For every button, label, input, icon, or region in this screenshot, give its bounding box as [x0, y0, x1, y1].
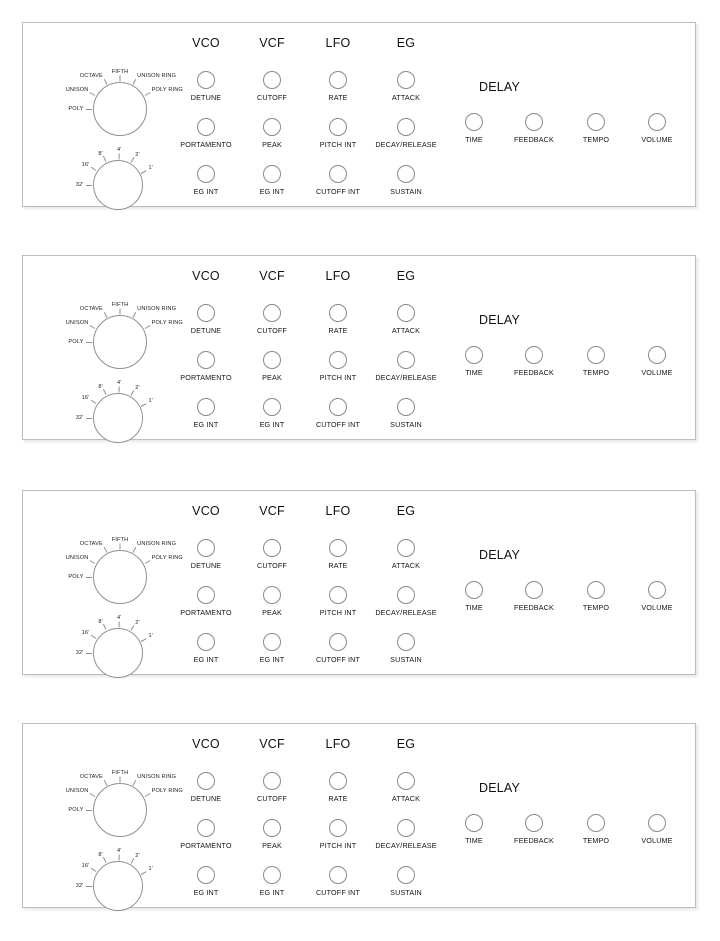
knob-tempo[interactable]	[587, 346, 605, 364]
knob-label: CUTOFF INT	[315, 187, 361, 196]
knob-label: DECAY/RELEASE	[375, 140, 437, 149]
knob-eg-int[interactable]	[263, 165, 281, 183]
voice-mode-selector[interactable]	[65, 302, 215, 372]
knob-label: DETUNE	[190, 93, 222, 102]
octave-footage-selector-label: 4'	[116, 615, 122, 622]
knob-time[interactable]	[465, 581, 483, 599]
knob-pitch-int[interactable]	[329, 118, 347, 136]
synth-panel	[22, 723, 696, 908]
knob-label: TEMPO	[582, 368, 610, 377]
knob-time[interactable]	[465, 113, 483, 131]
voice-mode-selector-label: POLY RING	[151, 87, 183, 94]
knob-time[interactable]	[465, 346, 483, 364]
knob-sustain[interactable]	[397, 398, 415, 416]
knob-feedback[interactable]	[525, 346, 543, 364]
voice-mode-selector-label: FIFTH	[111, 302, 129, 309]
knob-label: ATTACK	[391, 561, 421, 570]
knob-time[interactable]	[465, 814, 483, 832]
section-title-vcf: VCF	[259, 36, 285, 50]
voice-mode-selector-label: UNISON RING	[137, 541, 177, 548]
voice-mode-selector-tick	[144, 92, 149, 96]
section-title-lfo: LFO	[325, 36, 351, 50]
knob-feedback[interactable]	[525, 814, 543, 832]
voice-mode-selector-tick	[86, 577, 92, 578]
synth-panel	[22, 255, 696, 440]
octave-footage-selector-tick	[91, 635, 96, 639]
knob-label: TEMPO	[582, 135, 610, 144]
knob-label: DETUNE	[190, 561, 222, 570]
voice-mode-selector-label: POLY RING	[151, 320, 183, 327]
knob-label: DECAY/RELEASE	[375, 608, 437, 617]
section-title-eg: EG	[396, 737, 416, 751]
section-title-vcf: VCF	[259, 504, 285, 518]
knob-label: CUTOFF INT	[315, 655, 361, 664]
knob-label: DECAY/RELEASE	[375, 373, 437, 382]
voice-mode-selector-label: UNISON RING	[137, 774, 177, 781]
section-title-lfo: LFO	[325, 737, 351, 751]
knob-eg-int[interactable]	[263, 633, 281, 651]
knob-label: RATE	[328, 93, 348, 102]
voice-mode-selector-label: FIFTH	[111, 770, 129, 777]
octave-footage-selector-label: 1'	[148, 398, 153, 405]
knob-eg-int[interactable]	[263, 398, 281, 416]
knob-label: PORTAMENTO	[180, 373, 232, 382]
knob-sustain[interactable]	[397, 866, 415, 884]
knob-label: CUTOFF	[257, 93, 287, 102]
voice-mode-selector-label: POLY	[68, 338, 84, 345]
voice-mode-selector-dial[interactable]	[93, 783, 147, 837]
octave-footage-selector-label: 1'	[148, 866, 153, 873]
voice-mode-selector-dial[interactable]	[93, 315, 147, 369]
section-title-vco: VCO	[192, 737, 220, 751]
voice-mode-selector-label: UNISON	[65, 320, 89, 327]
octave-footage-selector-label: 32'	[75, 882, 84, 889]
knob-label: EG INT	[259, 420, 285, 429]
voice-mode-selector-tick	[120, 544, 121, 550]
voice-mode-selector-label: UNISON	[65, 555, 89, 562]
knob-label: CUTOFF	[257, 326, 287, 335]
voice-mode-selector-tick	[86, 342, 92, 343]
knob-label: SUSTAIN	[390, 888, 422, 897]
knob-rate[interactable]	[329, 772, 347, 790]
knob-label: EG INT	[259, 888, 285, 897]
knob-label: RATE	[328, 561, 348, 570]
voice-mode-selector-tick	[104, 780, 107, 785]
knob-label: CUTOFF	[257, 561, 287, 570]
voice-mode-selector-label: OCTAVE	[79, 541, 103, 548]
voice-mode-selector-tick	[133, 780, 136, 785]
knob-label: FEEDBACK	[514, 135, 554, 144]
octave-footage-selector-tick	[141, 170, 146, 173]
octave-footage-selector-tick	[118, 855, 119, 861]
voice-mode-selector[interactable]	[65, 537, 215, 607]
knob-cutoff-int[interactable]	[329, 165, 347, 183]
knob-label: TIME	[465, 603, 483, 612]
section-title-delay: DELAY	[479, 548, 521, 562]
octave-footage-selector-tick	[104, 858, 107, 863]
octave-footage-selector-label: 16'	[81, 162, 90, 169]
voice-mode-selector-label: POLY	[68, 806, 84, 813]
knob-label: DETUNE	[190, 326, 222, 335]
octave-footage-selector-tick	[104, 157, 107, 162]
octave-footage-selector[interactable]	[73, 378, 203, 446]
octave-footage-selector-dial[interactable]	[93, 628, 143, 678]
section-title-vcf: VCF	[259, 737, 285, 751]
knob-label: SUSTAIN	[390, 420, 422, 429]
knob-decay-release[interactable]	[397, 819, 415, 837]
octave-footage-selector-label: 4'	[116, 380, 122, 387]
octave-footage-selector[interactable]	[73, 846, 203, 914]
voice-mode-selector-tick	[120, 309, 121, 315]
knob-label: VOLUME	[641, 135, 673, 144]
knob-cutoff-int[interactable]	[329, 633, 347, 651]
knob-label: PORTAMENTO	[180, 841, 232, 850]
section-title-eg: EG	[396, 269, 416, 283]
knob-label: FEEDBACK	[514, 368, 554, 377]
voice-mode-selector-label: OCTAVE	[79, 306, 103, 313]
knob-label: PITCH INT	[319, 140, 357, 149]
voice-mode-selector-tick	[144, 560, 149, 564]
octave-footage-selector-tick	[118, 622, 119, 628]
octave-footage-selector-label: 32'	[75, 649, 84, 656]
octave-footage-selector-label: 32'	[75, 181, 84, 188]
voice-mode-selector-dial[interactable]	[93, 550, 147, 604]
voice-mode-selector-tick	[90, 560, 95, 564]
octave-footage-selector-label: 8'	[98, 851, 103, 858]
knob-label: ATTACK	[391, 794, 421, 803]
octave-footage-selector-tick	[141, 403, 146, 406]
knob-sustain[interactable]	[397, 633, 415, 651]
knob-label: ATTACK	[391, 326, 421, 335]
octave-footage-selector-label: 2'	[135, 852, 140, 859]
knob-detune[interactable]	[197, 304, 215, 322]
knob-volume[interactable]	[648, 113, 666, 131]
knob-tempo[interactable]	[587, 814, 605, 832]
voice-mode-selector-label: OCTAVE	[79, 774, 103, 781]
voice-mode-selector-label: POLY RING	[151, 788, 183, 795]
knob-label: VOLUME	[641, 368, 673, 377]
octave-footage-selector-label: 8'	[98, 618, 103, 625]
octave-footage-selector-tick	[91, 400, 96, 404]
voice-mode-selector-tick	[104, 547, 107, 552]
knob-label: TEMPO	[582, 603, 610, 612]
knob-label: RATE	[328, 794, 348, 803]
knob-label: PORTAMENTO	[180, 608, 232, 617]
section-title-lfo: LFO	[325, 504, 351, 518]
knob-label: CUTOFF INT	[315, 888, 361, 897]
knob-attack[interactable]	[397, 71, 415, 89]
knob-label: EG INT	[193, 888, 219, 897]
knob-decay-release[interactable]	[397, 586, 415, 604]
knob-decay-release[interactable]	[397, 118, 415, 136]
voice-mode-selector-label: FIFTH	[111, 69, 129, 76]
voice-mode-selector[interactable]	[65, 69, 215, 139]
knob-label: SUSTAIN	[390, 655, 422, 664]
section-title-lfo: LFO	[325, 269, 351, 283]
octave-footage-selector-label: 2'	[135, 384, 140, 391]
knob-label: ATTACK	[391, 93, 421, 102]
octave-footage-selector-label: 4'	[116, 848, 122, 855]
octave-footage-selector[interactable]	[73, 613, 203, 681]
knob-label: CUTOFF	[257, 794, 287, 803]
knob-peak[interactable]	[263, 351, 281, 369]
knob-label: PITCH INT	[319, 373, 357, 382]
knob-label: VOLUME	[641, 836, 673, 845]
voice-mode-selector-tick	[86, 810, 92, 811]
knob-attack[interactable]	[397, 772, 415, 790]
voice-mode-selector-tick	[90, 92, 95, 96]
knob-detune[interactable]	[197, 539, 215, 557]
knob-label: PITCH INT	[319, 608, 357, 617]
section-title-vco: VCO	[192, 504, 220, 518]
knob-eg-int[interactable]	[197, 866, 215, 884]
voice-mode-selector-label: UNISON RING	[137, 73, 177, 80]
knob-label: PEAK	[262, 373, 282, 382]
voice-mode-selector-dial[interactable]	[93, 82, 147, 136]
voice-mode-selector-tick	[120, 76, 121, 82]
knob-label: PEAK	[262, 140, 282, 149]
octave-footage-selector-tick	[118, 387, 119, 393]
octave-footage-selector[interactable]	[73, 145, 203, 213]
knob-tempo[interactable]	[587, 113, 605, 131]
knob-label: CUTOFF INT	[315, 420, 361, 429]
voice-mode-selector-tick	[133, 547, 136, 552]
octave-footage-selector-label: 8'	[98, 150, 103, 157]
knob-eg-int[interactable]	[263, 866, 281, 884]
octave-footage-selector-tick	[118, 154, 119, 160]
octave-footage-selector-tick	[131, 158, 135, 163]
voice-mode-selector-tick	[90, 793, 95, 797]
voice-mode-selector-label: POLY RING	[151, 555, 183, 562]
octave-footage-selector-dial[interactable]	[93, 160, 143, 210]
knob-eg-int[interactable]	[197, 398, 215, 416]
knob-label: FEEDBACK	[514, 836, 554, 845]
octave-footage-selector-label: 16'	[81, 395, 90, 402]
section-title-vco: VCO	[192, 36, 220, 50]
section-title-vco: VCO	[192, 269, 220, 283]
knob-label: PORTAMENTO	[180, 140, 232, 149]
knob-label: VOLUME	[641, 603, 673, 612]
knob-label: EG INT	[193, 420, 219, 429]
knob-detune[interactable]	[197, 772, 215, 790]
knob-detune[interactable]	[197, 71, 215, 89]
voice-mode-selector-label: OCTAVE	[79, 73, 103, 80]
knob-peak[interactable]	[263, 819, 281, 837]
section-title-delay: DELAY	[479, 313, 521, 327]
voice-mode-selector-tick	[133, 312, 136, 317]
synth-panel	[22, 22, 696, 207]
knob-portamento[interactable]	[197, 118, 215, 136]
knob-label: EG INT	[259, 187, 285, 196]
knob-label: SUSTAIN	[390, 187, 422, 196]
knob-label: TEMPO	[582, 836, 610, 845]
octave-footage-selector-tick	[131, 391, 135, 396]
octave-footage-selector-tick	[86, 886, 92, 887]
knob-rate[interactable]	[329, 539, 347, 557]
octave-footage-selector-tick	[104, 390, 107, 395]
knob-cutoff[interactable]	[263, 304, 281, 322]
voice-mode-selector-label: UNISON RING	[137, 306, 177, 313]
knob-cutoff-int[interactable]	[329, 398, 347, 416]
knob-pitch-int[interactable]	[329, 586, 347, 604]
octave-footage-selector-tick	[131, 626, 135, 631]
knob-feedback[interactable]	[525, 113, 543, 131]
section-title-eg: EG	[396, 504, 416, 518]
voice-mode-selector-label: UNISON	[65, 87, 89, 94]
voice-mode-selector-tick	[133, 79, 136, 84]
knob-rate[interactable]	[329, 304, 347, 322]
octave-footage-selector-tick	[86, 653, 92, 654]
knob-volume[interactable]	[648, 346, 666, 364]
octave-footage-selector-label: 1'	[148, 165, 153, 172]
octave-footage-selector-dial[interactable]	[93, 861, 143, 911]
octave-footage-selector-tick	[91, 868, 96, 872]
octave-footage-selector-label: 4'	[116, 147, 122, 154]
knob-label: PEAK	[262, 841, 282, 850]
octave-footage-selector-tick	[141, 638, 146, 641]
knob-decay-release[interactable]	[397, 351, 415, 369]
octave-footage-selector-label: 2'	[135, 151, 140, 158]
voice-mode-selector-tick	[104, 79, 107, 84]
knob-label: EG INT	[259, 655, 285, 664]
voice-mode-selector-label: POLY	[68, 105, 84, 112]
knob-cutoff[interactable]	[263, 71, 281, 89]
knob-pitch-int[interactable]	[329, 351, 347, 369]
knob-attack[interactable]	[397, 539, 415, 557]
octave-footage-selector-tick	[141, 871, 146, 874]
voice-mode-selector-label: POLY	[68, 573, 84, 580]
knob-label: PITCH INT	[319, 841, 357, 850]
knob-portamento[interactable]	[197, 351, 215, 369]
knob-label: DETUNE	[190, 794, 222, 803]
octave-footage-selector-tick	[104, 625, 107, 630]
knob-label: DECAY/RELEASE	[375, 841, 437, 850]
section-title-delay: DELAY	[479, 781, 521, 795]
knob-label: PEAK	[262, 608, 282, 617]
knob-cutoff[interactable]	[263, 772, 281, 790]
octave-footage-selector-dial[interactable]	[93, 393, 143, 443]
knob-label: TIME	[465, 135, 483, 144]
octave-footage-selector-tick	[86, 185, 92, 186]
octave-footage-selector-label: 16'	[81, 863, 90, 870]
octave-footage-selector-tick	[91, 167, 96, 171]
voice-mode-selector-tick	[104, 312, 107, 317]
knob-label: TIME	[465, 836, 483, 845]
knob-portamento[interactable]	[197, 819, 215, 837]
knob-cutoff[interactable]	[263, 539, 281, 557]
knob-label: TIME	[465, 368, 483, 377]
octave-footage-selector-tick	[131, 859, 135, 864]
knob-cutoff-int[interactable]	[329, 866, 347, 884]
knob-label: EG INT	[193, 187, 219, 196]
voice-mode-selector-tick	[90, 325, 95, 329]
octave-footage-selector-label: 8'	[98, 383, 103, 390]
octave-footage-selector-label: 32'	[75, 414, 84, 421]
knob-attack[interactable]	[397, 304, 415, 322]
knob-rate[interactable]	[329, 71, 347, 89]
knob-label: RATE	[328, 326, 348, 335]
section-title-eg: EG	[396, 36, 416, 50]
octave-footage-selector-label: 1'	[148, 633, 153, 640]
knob-eg-int[interactable]	[197, 633, 215, 651]
octave-footage-selector-tick	[86, 418, 92, 419]
knob-pitch-int[interactable]	[329, 819, 347, 837]
knob-label: FEEDBACK	[514, 603, 554, 612]
knob-volume[interactable]	[648, 581, 666, 599]
voice-mode-selector-tick	[144, 325, 149, 329]
synth-panel	[22, 490, 696, 675]
knob-eg-int[interactable]	[197, 165, 215, 183]
knob-label: EG INT	[193, 655, 219, 664]
voice-mode-selector[interactable]	[65, 770, 215, 840]
section-title-vcf: VCF	[259, 269, 285, 283]
octave-footage-selector-label: 16'	[81, 630, 90, 637]
knob-feedback[interactable]	[525, 581, 543, 599]
voice-mode-selector-label: FIFTH	[111, 537, 129, 544]
voice-mode-selector-tick	[86, 109, 92, 110]
voice-mode-selector-tick	[144, 793, 149, 797]
octave-footage-selector-label: 2'	[135, 619, 140, 626]
knob-tempo[interactable]	[587, 581, 605, 599]
knob-portamento[interactable]	[197, 586, 215, 604]
voice-mode-selector-label: UNISON	[65, 788, 89, 795]
knob-peak[interactable]	[263, 118, 281, 136]
voice-mode-selector-tick	[120, 777, 121, 783]
section-title-delay: DELAY	[479, 80, 521, 94]
knob-peak[interactable]	[263, 586, 281, 604]
knob-volume[interactable]	[648, 814, 666, 832]
knob-sustain[interactable]	[397, 165, 415, 183]
